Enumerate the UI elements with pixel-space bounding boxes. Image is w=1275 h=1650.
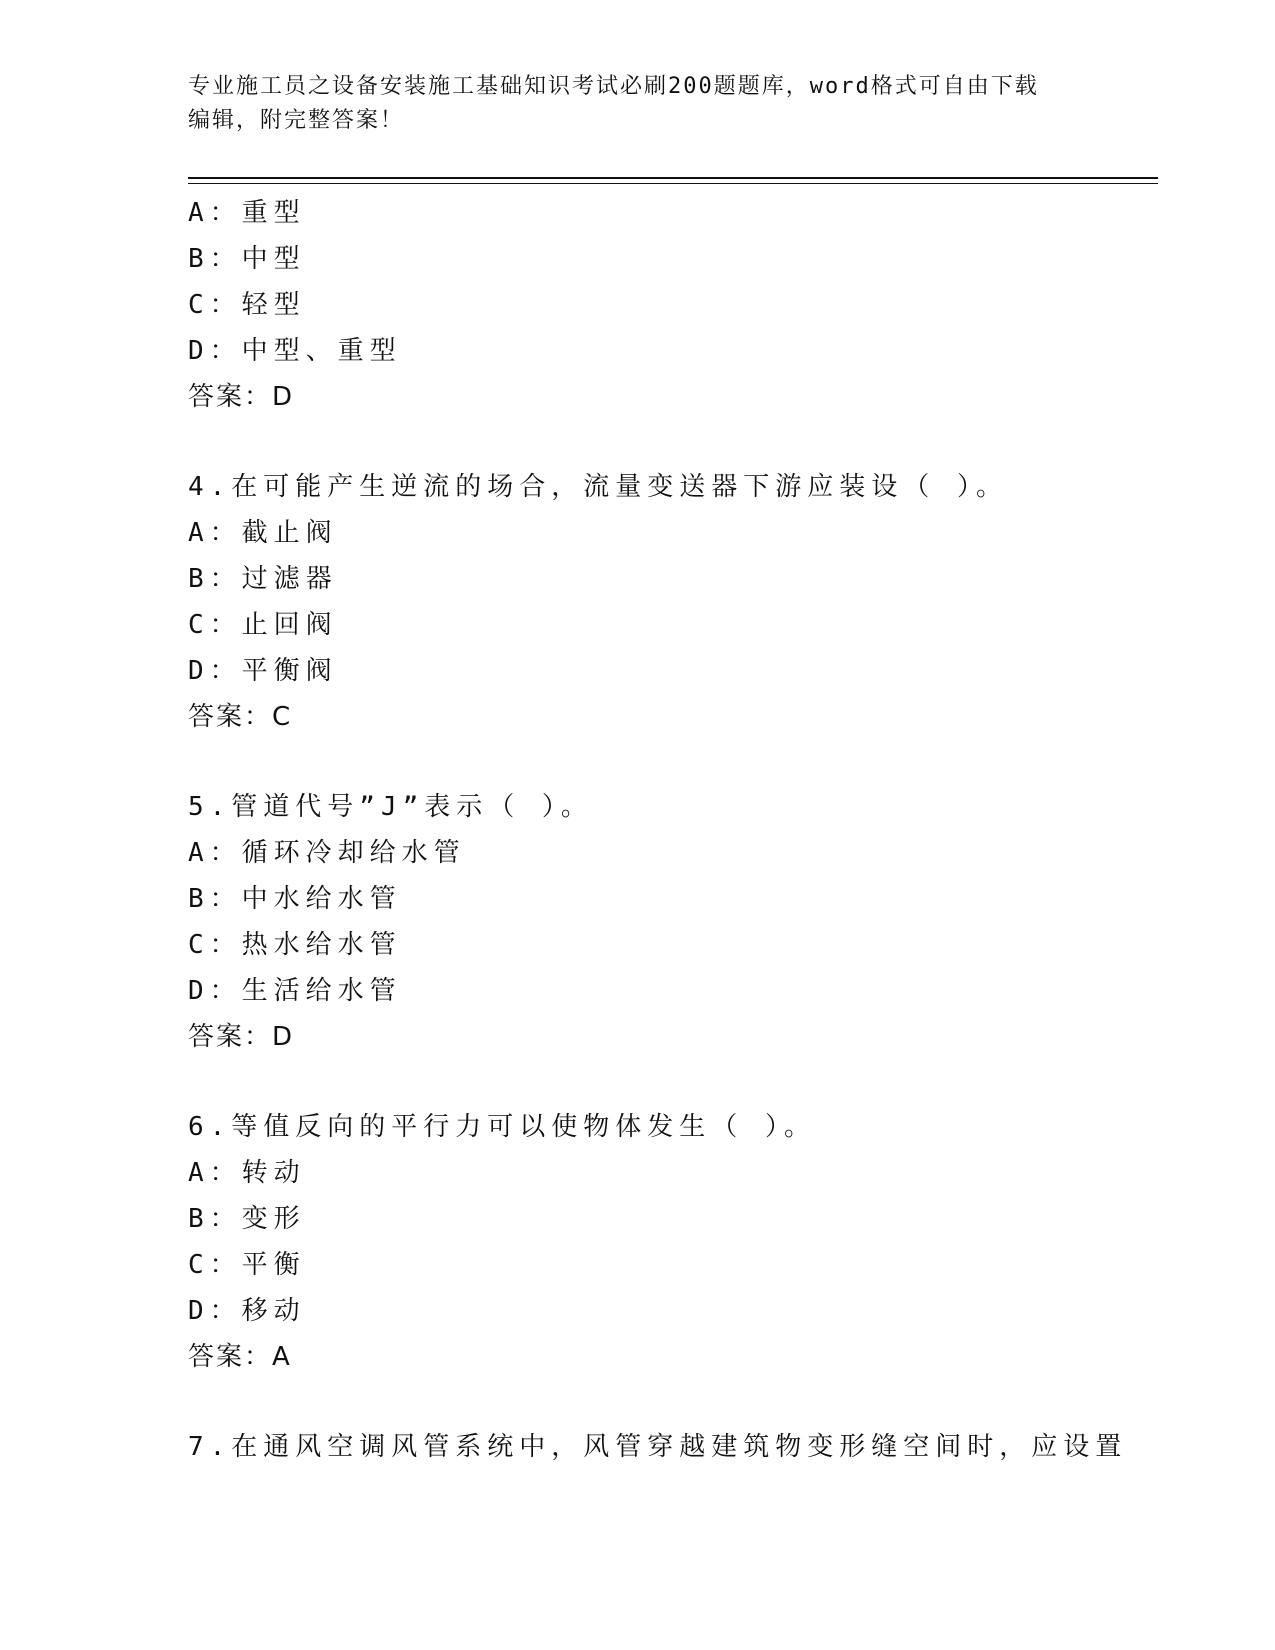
option-a: A：转动 xyxy=(188,1158,306,1188)
option-b: B：变形 xyxy=(188,1204,306,1234)
option-d: D：移动 xyxy=(188,1296,306,1326)
option-c: C：止回阀 xyxy=(188,610,338,640)
question-list xyxy=(188,190,1158,1470)
option-d: D：生活给水管 xyxy=(188,976,402,1006)
header-divider-thick xyxy=(188,177,1158,179)
document-header xyxy=(188,70,1088,138)
question-text: 7.在通风空调风管系统中，风管穿越建筑物变形缝空间时，应设置 xyxy=(188,1432,1128,1462)
option-d: D：中型、重型 xyxy=(188,336,402,366)
header-line-2: 编辑，附完整答案！ xyxy=(188,108,405,133)
header-divider-thin xyxy=(188,183,1158,184)
question-text: 5.管道代号”J”表示（ ）。 xyxy=(188,792,593,822)
option-b: B：过滤器 xyxy=(188,564,338,594)
option-d: D：平衡阀 xyxy=(188,656,338,686)
option-b: B：中型 xyxy=(188,244,306,274)
option-a: A：截止阀 xyxy=(188,518,338,548)
question-text: 4.在可能产生逆流的场合，流量变送器下游应装设（ ）。 xyxy=(188,472,1008,502)
option-b: B：中水给水管 xyxy=(188,884,402,914)
question-7-block xyxy=(188,1424,1158,1470)
option-c: C：轻型 xyxy=(188,290,306,320)
option-a: A：重型 xyxy=(188,198,306,228)
option-c: C：热水给水管 xyxy=(188,930,402,960)
option-c: C：平衡 xyxy=(188,1250,306,1280)
header-line-1: 专业施工员之设备安装施工基础知识考试必刷200题题库，word格式可自由下载 xyxy=(188,74,1039,99)
question-5-block xyxy=(188,784,1158,1060)
question-3-block xyxy=(188,190,1158,420)
answer-line: 答案：A xyxy=(188,1342,292,1372)
option-a: A：循环冷却给水管 xyxy=(188,838,466,868)
answer-line: 答案：D xyxy=(188,382,295,412)
question-text: 6.等值反向的平行力可以使物体发生（ ）。 xyxy=(188,1112,816,1142)
answer-line: 答案：D xyxy=(188,1022,295,1052)
question-6-block xyxy=(188,1104,1158,1380)
answer-line: 答案：C xyxy=(188,702,293,732)
question-4-block xyxy=(188,464,1158,740)
